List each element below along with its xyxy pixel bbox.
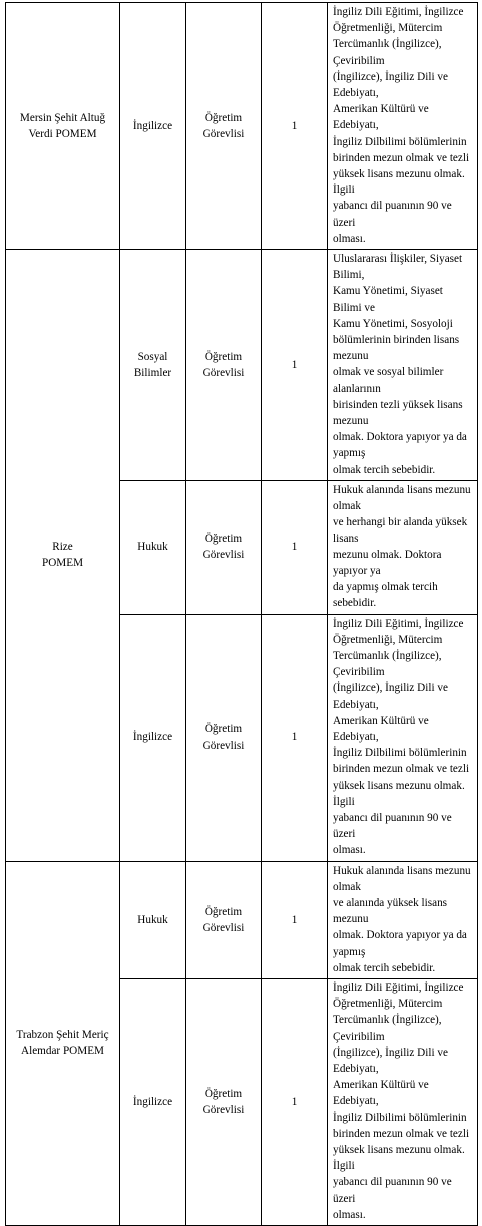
requirement-line: yüksek lisans mezunu olmak. İlgili (333, 1144, 465, 1173)
count-cell (262, 614, 328, 861)
position-count: 1 (291, 541, 298, 554)
requirement-line: Kamu Yönetimi, Siyaset Bilimi ve (333, 285, 443, 314)
requirement-line: yabancı dil puanının 90 ve üzeri (333, 811, 452, 841)
institution-name (20, 110, 105, 142)
count-cell (262, 861, 328, 978)
title-cell (186, 978, 262, 1225)
position-count: 1 (291, 731, 298, 744)
requirement-line: olmak ve sosyal bilimler alanlarının (333, 366, 444, 395)
requirement-line: olmak. Doktora yapıyor ya da yapmış (333, 929, 467, 958)
requirement-line: yabancı dil puanının 90 ve üzeri (333, 200, 452, 229)
institution-name-line: Mersin Şehit Altuğ (19, 111, 106, 124)
requirement-cell (328, 3, 478, 250)
title-line: Görevlisi (202, 366, 245, 379)
position-count: 1 (291, 358, 298, 371)
requirement-line: Öğretmenliği, Mütercim (333, 22, 443, 35)
positions-table (5, 2, 478, 1226)
field-cell (120, 614, 186, 861)
requirement-line: birisinden tezli yüksek lisans mezunu (333, 398, 463, 428)
institution-name (42, 539, 83, 571)
table-row (6, 3, 478, 250)
requirement-cell (328, 861, 478, 978)
count-cell (262, 3, 328, 250)
position-count: 1 (291, 119, 298, 132)
requirement-line: (İngilizce), İngiliz Dili ve Edebiyatı, (333, 1046, 448, 1075)
requirement-line: İngiliz Dili Eğitimi, İngilizce (333, 617, 464, 630)
field-name-line: Bilimler (133, 366, 172, 379)
title-line: Öğretim (204, 533, 243, 545)
table-row (6, 861, 478, 978)
requirement-line: Öğretmenliği, Mütercim (333, 633, 443, 646)
institution-name-line: Verdi POMEM (28, 128, 97, 141)
field-cell (120, 3, 186, 250)
title-line: Öğretim (204, 111, 243, 124)
title-cell (186, 614, 262, 861)
requirement-cell (328, 480, 478, 614)
requirement-line: olması. (333, 1208, 366, 1221)
requirement-line: olması. (333, 844, 366, 857)
requirement-line: olmak tercih sebebidir. (333, 961, 436, 974)
requirement-line: Amerikan Kültürü ve Edebiyatı, (333, 103, 429, 132)
title-cell (186, 861, 262, 978)
field-name: İngilizce (132, 119, 173, 132)
requirement-line: olmak. Doktora yapıyor ya da yapmış (333, 431, 467, 460)
title-line: Görevlisi (202, 921, 245, 934)
requirement-line: İngiliz Dilbilimi bölümlerinin (333, 135, 467, 148)
requirement-line: Kamu Yönetimi, Sosyoloji (333, 317, 453, 330)
requirement-line: olmak tercih sebebidir. (333, 463, 436, 476)
institution-name-line: POMEM (41, 557, 84, 570)
requirement-cell (328, 978, 478, 1225)
field-name: Hukuk (137, 913, 168, 926)
field-name: İngilizce (132, 1095, 173, 1108)
requirement-line: birinden mezun olmak ve tezli (333, 1127, 470, 1140)
institution-name-line: Alemdar POMEM (21, 1045, 104, 1058)
requirement-line: da yapmış olmak tercih sebebidir. (333, 581, 438, 610)
requirement-line: ve alanında yüksek lisans mezunu (333, 896, 448, 926)
title-line: Öğretim (204, 723, 243, 736)
requirement-line: Öğretmenliği, Mütercim (333, 998, 443, 1011)
requirement-line: mezunu olmak. Doktora yapıyor ya (333, 548, 442, 577)
requirement-line: birinden mezun olmak ve tezli (333, 151, 470, 164)
requirement-line: birinden mezun olmak ve tezli (333, 763, 470, 776)
title-line: Görevlisi (202, 1104, 245, 1116)
field-name-line: Sosyal (137, 350, 168, 363)
table-row (6, 250, 478, 481)
requirement-line: Amerikan Kültürü ve Edebiyatı, (333, 714, 429, 743)
count-cell (262, 978, 328, 1225)
requirement-line: Hukuk alanında lisans mezunu olmak (333, 864, 471, 893)
title-line: Görevlisi (202, 549, 245, 562)
institution-cell (6, 861, 120, 1225)
requirement-cell (328, 250, 478, 481)
title-line: Öğretim (204, 1087, 243, 1100)
requirement-line: İngiliz Dilbilimi bölümlerinin (333, 1111, 467, 1124)
title-cell (186, 250, 262, 481)
requirement-line: bölümlerinin birinden lisans mezunu (333, 334, 460, 363)
position-count: 1 (291, 1095, 298, 1108)
institution-name (16, 1027, 108, 1059)
title-cell (186, 3, 262, 250)
requirement-line: İngiliz Dili Eğitimi, İngilizce (333, 6, 464, 18)
institution-cell (6, 250, 120, 862)
requirement-line: Uluslararası İlişkiler, Siyaset Bilimi, (333, 253, 463, 282)
requirement-line: ve herhangi bir alanda yüksek lisans (333, 516, 468, 545)
requirement-line: yabancı dil puanının 90 ve üzeri (333, 1176, 452, 1205)
field-name: Hukuk (137, 541, 168, 554)
positions-table-body (6, 3, 478, 1226)
institution-name-line: Rize (52, 541, 73, 554)
field-cell (120, 480, 186, 614)
title-line: Görevlisi (202, 739, 245, 752)
requirement-line: (İngilizce), İngiliz Dili ve Edebiyatı, (333, 682, 448, 711)
requirement-line: Tercümanlık (İngilizce), Çeviribilim (333, 38, 442, 67)
field-cell (120, 861, 186, 978)
institution-name-line: Trabzon Şehit Meriç (16, 1029, 109, 1042)
requirement-line: Amerikan Kültürü ve Edebiyatı, (333, 1079, 429, 1108)
field-cell (120, 978, 186, 1225)
count-cell (262, 250, 328, 481)
institution-cell (6, 3, 120, 250)
title-line: Öğretim (204, 905, 243, 918)
requirement-line: olması. (333, 232, 366, 245)
requirement-line: (İngilizce), İngiliz Dili ve Edebiyatı, (333, 70, 448, 100)
requirement-line: Hukuk alanında lisans mezunu olmak (333, 483, 471, 513)
count-cell (262, 480, 328, 614)
title-line: Görevlisi (202, 128, 245, 141)
requirement-line: İngiliz Dilbilimi bölümlerinin (333, 747, 467, 760)
position-count: 1 (291, 913, 298, 926)
requirement-line: Tercümanlık (İngilizce), Çeviribilim (333, 1014, 442, 1043)
requirement-line: İngiliz Dili Eğitimi, İngilizce (333, 981, 464, 994)
requirement-cell (328, 614, 478, 861)
title-cell (186, 480, 262, 614)
title-line: Öğretim (204, 350, 243, 363)
field-cell (120, 250, 186, 481)
requirement-line: yüksek lisans mezunu olmak. İlgili (333, 779, 465, 808)
requirement-line: Tercümanlık (İngilizce), Çeviribilim (333, 649, 442, 679)
requirement-line: yüksek lisans mezunu olmak. İlgili (333, 168, 465, 197)
field-name: İngilizce (132, 731, 173, 744)
